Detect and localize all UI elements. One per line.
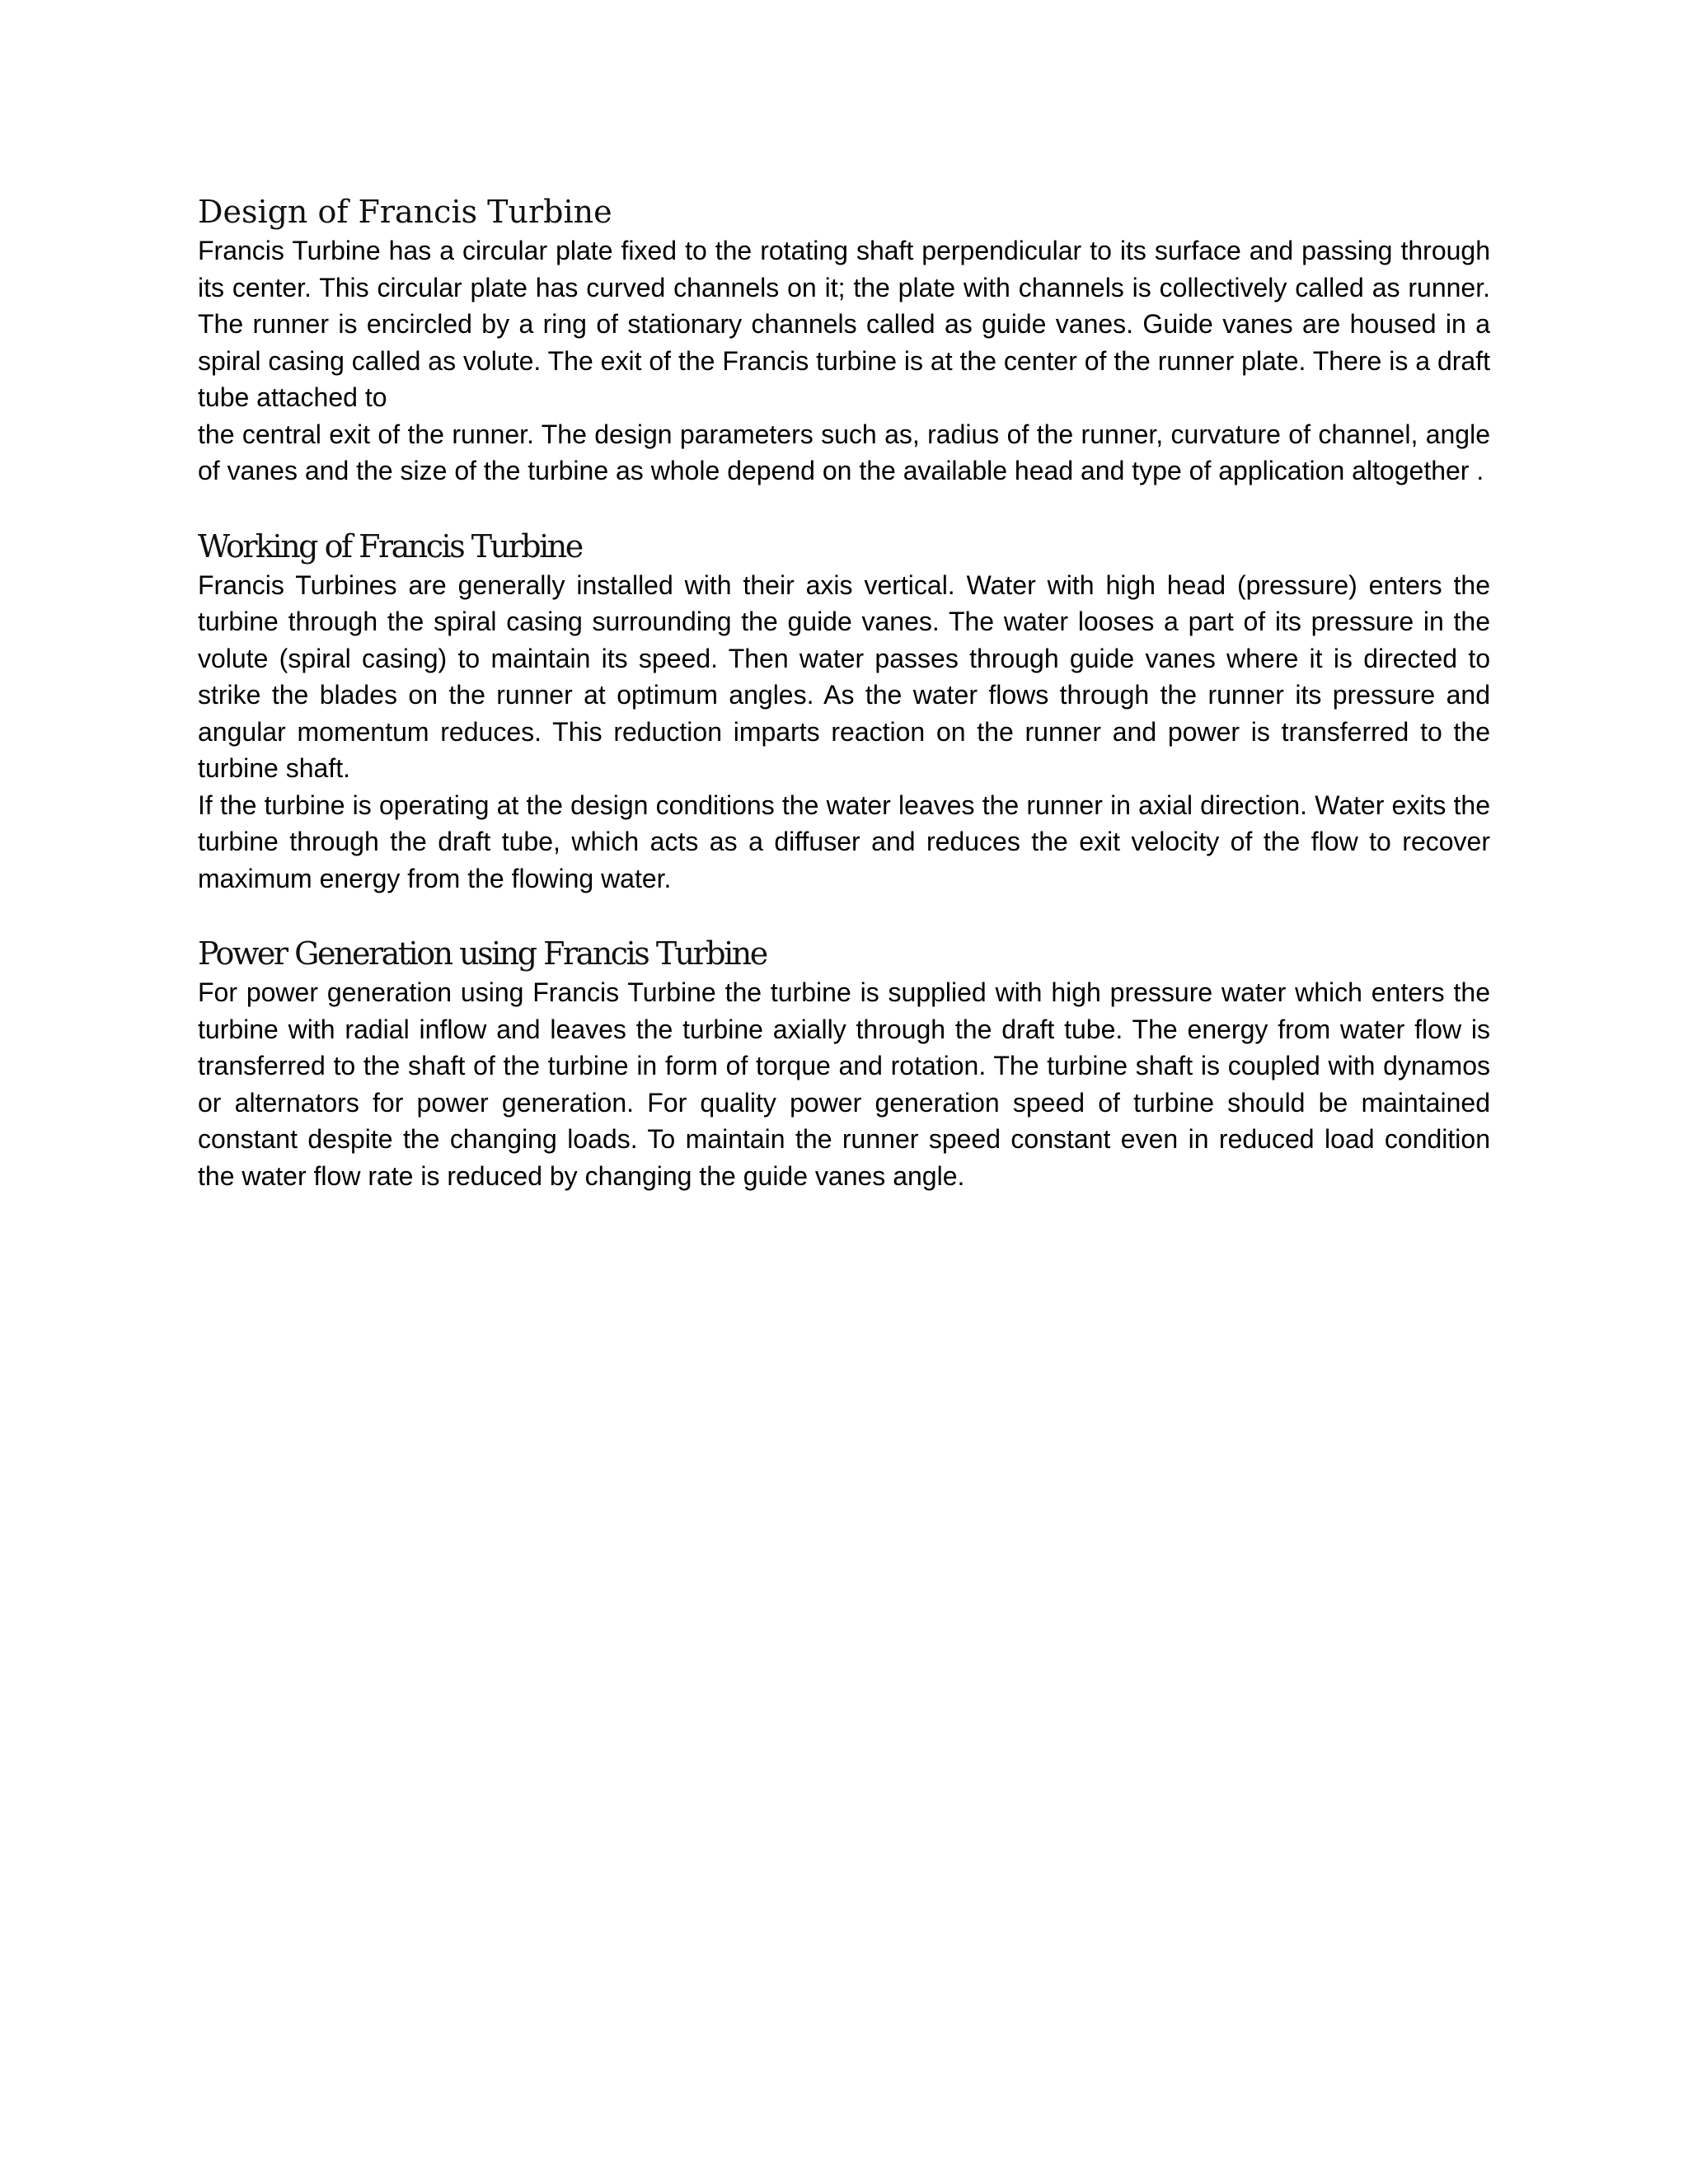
- section-working: [198, 526, 1490, 898]
- section-paragraph: Francis Turbines are generally installed with their axis vertical. Water with high head (pressure) enters the turbine through the spiral casing surrounding the guide vanes. The water looses a part of its pressure in the volute (spiral casing) to maintain its speed. Then water passes through guide vanes where it is directed to strike the blades on the runner at optimum angles. As the water flows through the runner its pressure and angular momentum reduces. This reduction imparts reaction on the runner and power is transferred to the turbine shaft.: [198, 569, 1490, 783]
- section-paragraph: For power generation using Francis Turbine the turbine is supplied with high pressure water which enters the turbine with radial inflow and leaves the turbine axially through the draft tube. The energy from water flow is transferred to the shaft of the turbine in form of torque and rotation. The turbine shaft is coupled with dynamos or alternators for power generation. For quality power generation speed of turbine should be maintained constant despite the changing loads. To maintain the runner speed constant even in reduced load condition the water flow rate is reduced by changing the guide vanes angle.: [198, 977, 1490, 1191]
- section-paragraph: If the turbine is operating at the design conditions the water leaves the runner in axial direction. Water exits the turbine through the draft tube, which acts as a diffuser and reduces the exit velocity of the flow to recover maximum energy from the flowing water.: [198, 790, 1490, 893]
- document-body: [198, 191, 1490, 1230]
- section-power-generation: [198, 933, 1490, 1194]
- section-heading-power-generation: Power Generation using Francis Turbine: [198, 935, 767, 972]
- section-paragraph: Francis Turbine has a circular plate fixed to the rotating shaft perpendicular to its surface and passing through its center. This circular plate has curved channels on it; the plate with channels is collectively called as runner. The runner is encircled by a ring of stationary channels called as guide vanes. Guide vanes are housed in a spiral casing called as volute. The exit of the Francis turbine is at the center of the runner plate. There is a draft tube attached to: [198, 236, 1490, 412]
- section-heading-working: Working of Francis Turbine: [198, 527, 582, 565]
- section-paragraph: the central exit of the runner. The design parameters such as, radius of the runner, curvature of channel, angle of vanes and the size of the turbine as whole depend on the available head and type of application altogether .: [198, 419, 1490, 485]
- section-design: [198, 191, 1490, 490]
- section-heading-design: Design of Francis Turbine: [198, 194, 612, 230]
